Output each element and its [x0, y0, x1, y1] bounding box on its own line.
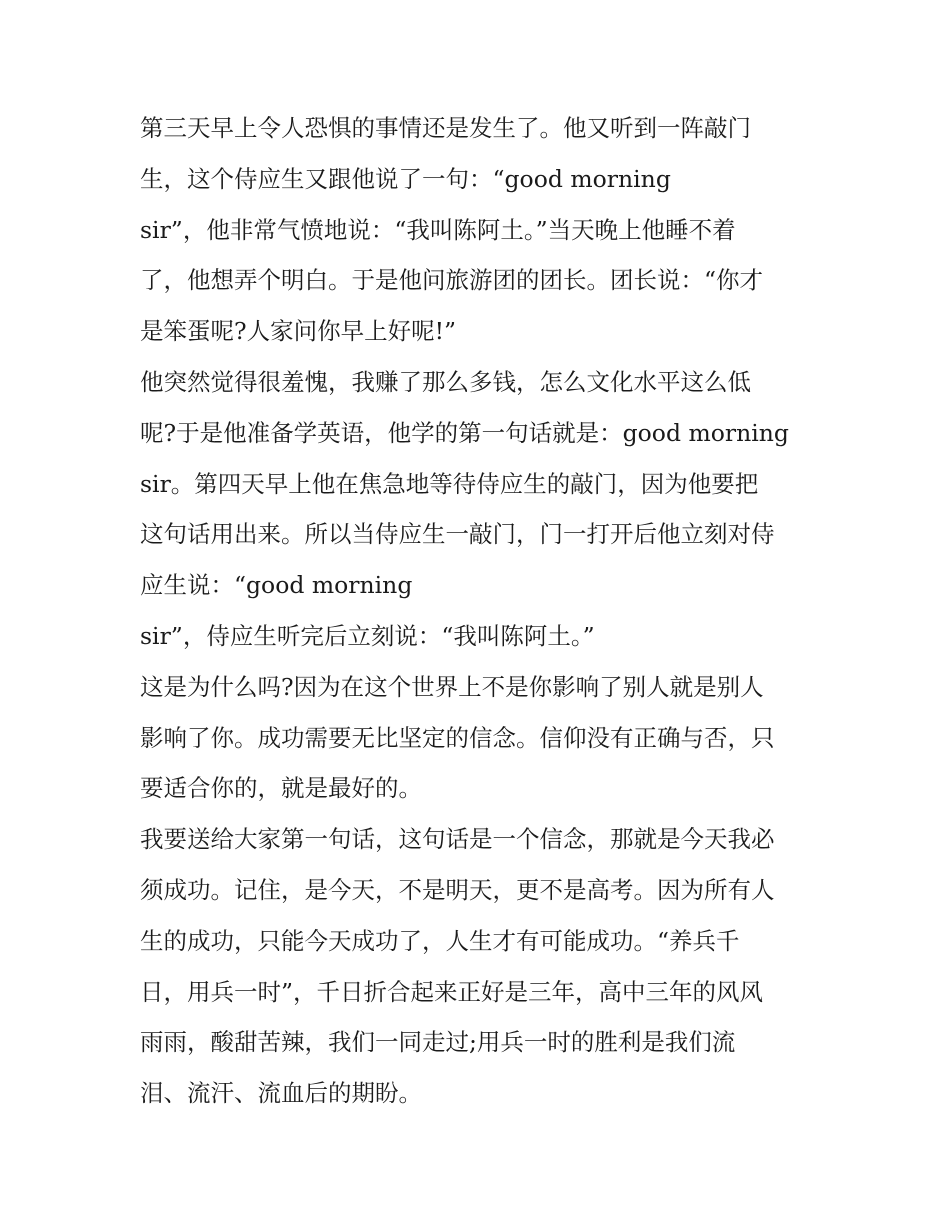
text-line: sir”，侍应生听完后立刻说：“我叫陈阿土。” — [140, 621, 595, 650]
body-text — [140, 103, 820, 1119]
text-line: 这是为什么吗?因为在这个世界上不是你影响了别人就是别人 — [140, 672, 764, 701]
text-line: 影响了你。成功需要无比坚定的信念。信仰没有正确与否，只 — [140, 723, 775, 752]
text-line: 这句话用出来。所以当侍应生一敲门，门一打开后他立刻对侍 — [140, 520, 775, 549]
text-line: 生，这个侍应生又跟他说了一句：“good morning — [140, 164, 671, 193]
text-line: 泪、流汗、流血后的期盼。 — [140, 1079, 422, 1108]
text-line: 生的成功，只能今天成功了，人生才有可能成功。“养兵千 — [140, 926, 740, 955]
text-line: 他突然觉得很羞愧，我赚了那么多钱，怎么文化水平这么低 — [140, 367, 751, 396]
text-line: 我要送给大家第一句话，这句话是一个信念，那就是今天我必 — [140, 825, 775, 854]
text-line: 要适合你的，就是最好的。 — [140, 774, 422, 803]
text-line: 须成功。记住，是今天，不是明天，更不是高考。因为所有人 — [140, 875, 775, 904]
text-line: sir。第四天早上他在焦急地等待侍应生的敲门，因为他要把 — [140, 469, 759, 498]
text-line: 是笨蛋呢?人家问你早上好呢!” — [140, 317, 457, 346]
text-line: 日，用兵一时”，千日折合起来正好是三年，高中三年的风风 — [140, 977, 764, 1006]
text-line: 应生说：“good morning — [140, 571, 413, 600]
text-line: 第三天早上令人恐惧的事情还是发生了。他又听到一阵敲门 — [140, 114, 751, 142]
text-line: 了，他想弄个明白。于是他问旅游团的团长。团长说：“你才 — [140, 266, 764, 295]
text-line: 呢?于是他准备学英语，他学的第一句话就是：good morning — [140, 418, 789, 447]
text-line: 雨雨，酸甜苦辣，我们一同走过;用兵一时的胜利是我们流 — [140, 1028, 736, 1057]
text-line: sir”，他非常气愤地说：“我叫陈阿土。”当天晚上他睡不着 — [140, 215, 736, 244]
